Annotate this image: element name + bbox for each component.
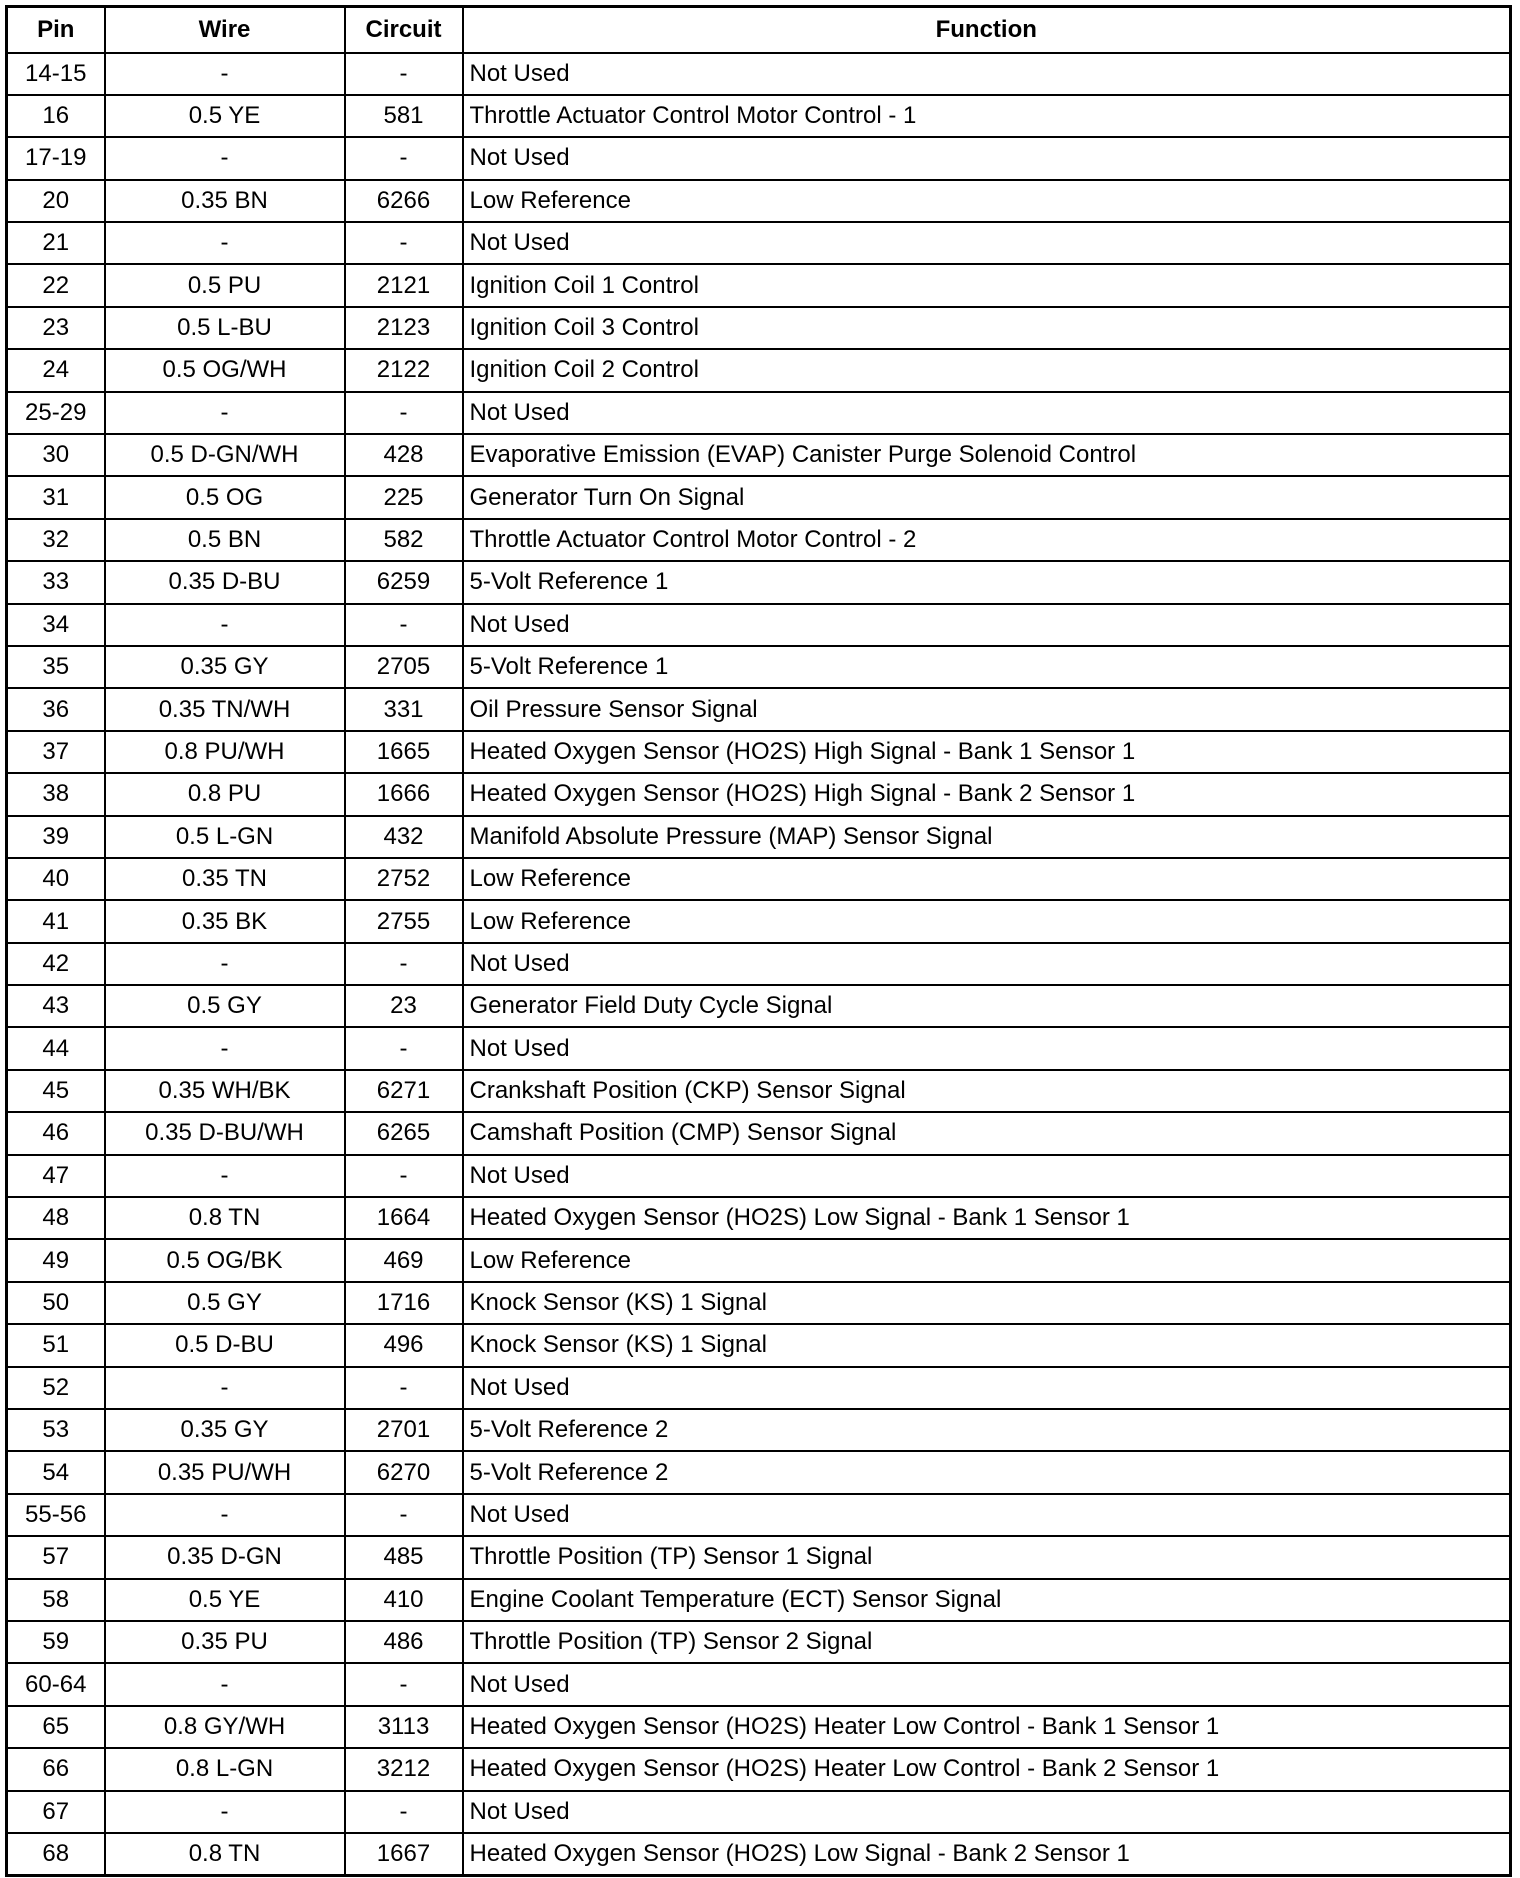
cell-wire: 0.35 PU/WH — [105, 1451, 345, 1493]
cell-pin: 23 — [7, 307, 105, 349]
cell-pin: 67 — [7, 1791, 105, 1833]
cell-wire: 0.35 D-BU — [105, 561, 345, 603]
table-row — [7, 816, 1511, 858]
cell-function: Throttle Position (TP) Sensor 2 Signal — [463, 1621, 1511, 1663]
cell-circuit: 1666 — [345, 773, 463, 815]
cell-function: Heated Oxygen Sensor (HO2S) High Signal - Bank 2 Sensor 1 — [463, 773, 1511, 815]
cell-pin: 31 — [7, 476, 105, 518]
cell-pin: 38 — [7, 773, 105, 815]
cell-circuit: - — [345, 53, 463, 95]
cell-circuit: 496 — [345, 1324, 463, 1366]
cell-pin: 60-64 — [7, 1663, 105, 1705]
table-row — [7, 1367, 1511, 1409]
cell-function: Ignition Coil 3 Control — [463, 307, 1511, 349]
cell-function: Throttle Actuator Control Motor Control - 2 — [463, 519, 1511, 561]
cell-pin: 49 — [7, 1239, 105, 1281]
cell-function: Knock Sensor (KS) 1 Signal — [463, 1282, 1511, 1324]
table-row — [7, 476, 1511, 518]
header-pin: Pin — [7, 7, 105, 53]
cell-wire: - — [105, 137, 345, 179]
table-row — [7, 688, 1511, 730]
table-row — [7, 1833, 1511, 1875]
cell-pin: 32 — [7, 519, 105, 561]
cell-function: Not Used — [463, 943, 1511, 985]
cell-circuit: 410 — [345, 1579, 463, 1621]
cell-wire: 0.35 WH/BK — [105, 1070, 345, 1112]
cell-wire: 0.35 D-GN — [105, 1536, 345, 1578]
table-header — [7, 7, 1511, 53]
cell-pin: 52 — [7, 1367, 105, 1409]
cell-pin: 30 — [7, 434, 105, 476]
cell-pin: 34 — [7, 604, 105, 646]
table-row — [7, 858, 1511, 900]
cell-wire: 0.5 L-BU — [105, 307, 345, 349]
cell-pin: 21 — [7, 222, 105, 264]
cell-function: Not Used — [463, 137, 1511, 179]
table-row — [7, 561, 1511, 603]
cell-circuit: - — [345, 1791, 463, 1833]
table-row — [7, 264, 1511, 306]
cell-function: Evaporative Emission (EVAP) Canister Purge Solenoid Control — [463, 434, 1511, 476]
cell-wire: 0.5 D-GN/WH — [105, 434, 345, 476]
cell-circuit: 2755 — [345, 900, 463, 942]
cell-function: Camshaft Position (CMP) Sensor Signal — [463, 1112, 1511, 1154]
cell-circuit: - — [345, 137, 463, 179]
cell-function: Low Reference — [463, 180, 1511, 222]
cell-function: Not Used — [463, 53, 1511, 95]
cell-function: Manifold Absolute Pressure (MAP) Sensor Signal — [463, 816, 1511, 858]
cell-function: Low Reference — [463, 1239, 1511, 1281]
cell-pin: 22 — [7, 264, 105, 306]
cell-circuit: 331 — [345, 688, 463, 730]
cell-function: 5-Volt Reference 1 — [463, 561, 1511, 603]
cell-wire: - — [105, 1791, 345, 1833]
cell-wire: 0.5 GY — [105, 985, 345, 1027]
table-row — [7, 1494, 1511, 1536]
cell-function: Engine Coolant Temperature (ECT) Sensor Signal — [463, 1579, 1511, 1621]
cell-wire: 0.5 BN — [105, 519, 345, 561]
cell-wire: 0.5 D-BU — [105, 1324, 345, 1366]
table-row — [7, 137, 1511, 179]
cell-wire: 0.5 OG — [105, 476, 345, 518]
table-row — [7, 1027, 1511, 1069]
cell-pin: 35 — [7, 646, 105, 688]
cell-wire: - — [105, 1494, 345, 1536]
cell-circuit: 432 — [345, 816, 463, 858]
cell-wire: 0.35 GY — [105, 1409, 345, 1451]
cell-wire: 0.5 L-GN — [105, 816, 345, 858]
cell-circuit: - — [345, 392, 463, 434]
cell-wire: 0.35 TN/WH — [105, 688, 345, 730]
cell-function: Ignition Coil 2 Control — [463, 349, 1511, 391]
cell-function: Heated Oxygen Sensor (HO2S) Low Signal - Bank 1 Sensor 1 — [463, 1197, 1511, 1239]
table-row — [7, 1112, 1511, 1154]
cell-pin: 37 — [7, 731, 105, 773]
cell-circuit: 6266 — [345, 180, 463, 222]
cell-function: Oil Pressure Sensor Signal — [463, 688, 1511, 730]
table-row — [7, 307, 1511, 349]
cell-function: Not Used — [463, 604, 1511, 646]
table-row — [7, 1409, 1511, 1451]
connector-pinout-table — [5, 5, 1512, 1877]
table-row — [7, 1706, 1511, 1748]
cell-wire: 0.5 OG/WH — [105, 349, 345, 391]
cell-pin: 42 — [7, 943, 105, 985]
cell-wire: - — [105, 604, 345, 646]
cell-function: Not Used — [463, 1367, 1511, 1409]
cell-function: Throttle Actuator Control Motor Control - 1 — [463, 95, 1511, 137]
table-row — [7, 1239, 1511, 1281]
table-row — [7, 1324, 1511, 1366]
cell-function: Not Used — [463, 1494, 1511, 1536]
cell-circuit: 6270 — [345, 1451, 463, 1493]
cell-wire: 0.35 BK — [105, 900, 345, 942]
cell-wire: - — [105, 1663, 345, 1705]
table-row — [7, 900, 1511, 942]
cell-pin: 53 — [7, 1409, 105, 1451]
table-row — [7, 1197, 1511, 1239]
cell-circuit: 2123 — [345, 307, 463, 349]
cell-circuit: - — [345, 1027, 463, 1069]
cell-pin: 59 — [7, 1621, 105, 1663]
table-row — [7, 180, 1511, 222]
cell-wire: - — [105, 1155, 345, 1197]
cell-pin: 41 — [7, 900, 105, 942]
cell-circuit: 581 — [345, 95, 463, 137]
table-row — [7, 222, 1511, 264]
cell-circuit: - — [345, 604, 463, 646]
cell-pin: 48 — [7, 1197, 105, 1239]
cell-wire: 0.8 GY/WH — [105, 1706, 345, 1748]
cell-function: Heated Oxygen Sensor (HO2S) Heater Low Control - Bank 1 Sensor 1 — [463, 1706, 1511, 1748]
cell-wire: 0.35 D-BU/WH — [105, 1112, 345, 1154]
table-row — [7, 519, 1511, 561]
table-row — [7, 604, 1511, 646]
cell-circuit: 6271 — [345, 1070, 463, 1112]
header-function: Function — [463, 7, 1511, 53]
cell-pin: 17-19 — [7, 137, 105, 179]
cell-function: Low Reference — [463, 858, 1511, 900]
cell-wire: 0.35 BN — [105, 180, 345, 222]
cell-pin: 25-29 — [7, 392, 105, 434]
table-row — [7, 985, 1511, 1027]
cell-pin: 51 — [7, 1324, 105, 1366]
cell-function: Not Used — [463, 1027, 1511, 1069]
cell-function: Not Used — [463, 1663, 1511, 1705]
cell-function: Not Used — [463, 1155, 1511, 1197]
cell-pin: 58 — [7, 1579, 105, 1621]
cell-circuit: 2705 — [345, 646, 463, 688]
table-row — [7, 646, 1511, 688]
cell-wire: 0.8 L-GN — [105, 1748, 345, 1790]
cell-function: Generator Turn On Signal — [463, 476, 1511, 518]
cell-pin: 16 — [7, 95, 105, 137]
cell-circuit: 23 — [345, 985, 463, 1027]
cell-circuit: 1667 — [345, 1833, 463, 1875]
header-wire: Wire — [105, 7, 345, 53]
table-row — [7, 349, 1511, 391]
cell-wire: 0.8 TN — [105, 1833, 345, 1875]
cell-function: Not Used — [463, 392, 1511, 434]
cell-pin: 50 — [7, 1282, 105, 1324]
table-row — [7, 731, 1511, 773]
table-row — [7, 1451, 1511, 1493]
cell-circuit: 485 — [345, 1536, 463, 1578]
cell-circuit: - — [345, 1663, 463, 1705]
cell-function: Generator Field Duty Cycle Signal — [463, 985, 1511, 1027]
table-row — [7, 1579, 1511, 1621]
cell-pin: 54 — [7, 1451, 105, 1493]
cell-function: Low Reference — [463, 900, 1511, 942]
cell-circuit: - — [345, 222, 463, 264]
table-row — [7, 1155, 1511, 1197]
cell-wire: 0.8 TN — [105, 1197, 345, 1239]
cell-circuit: 3212 — [345, 1748, 463, 1790]
cell-pin: 47 — [7, 1155, 105, 1197]
cell-function: Heated Oxygen Sensor (HO2S) Heater Low Control - Bank 2 Sensor 1 — [463, 1748, 1511, 1790]
cell-pin: 44 — [7, 1027, 105, 1069]
cell-circuit: - — [345, 943, 463, 985]
cell-circuit: 469 — [345, 1239, 463, 1281]
table-row — [7, 1282, 1511, 1324]
cell-wire: - — [105, 53, 345, 95]
cell-pin: 33 — [7, 561, 105, 603]
cell-wire: 0.35 GY — [105, 646, 345, 688]
cell-pin: 55-56 — [7, 1494, 105, 1536]
cell-function: Throttle Position (TP) Sensor 1 Signal — [463, 1536, 1511, 1578]
cell-wire: 0.5 YE — [105, 1579, 345, 1621]
cell-pin: 66 — [7, 1748, 105, 1790]
cell-wire: 0.8 PU/WH — [105, 731, 345, 773]
table-row — [7, 434, 1511, 476]
cell-wire: 0.35 TN — [105, 858, 345, 900]
cell-circuit: - — [345, 1155, 463, 1197]
cell-pin: 40 — [7, 858, 105, 900]
cell-pin: 36 — [7, 688, 105, 730]
cell-wire: 0.5 YE — [105, 95, 345, 137]
cell-function: 5-Volt Reference 2 — [463, 1409, 1511, 1451]
cell-pin: 57 — [7, 1536, 105, 1578]
table-row — [7, 943, 1511, 985]
cell-function: Crankshaft Position (CKP) Sensor Signal — [463, 1070, 1511, 1112]
cell-pin: 45 — [7, 1070, 105, 1112]
cell-function: 5-Volt Reference 1 — [463, 646, 1511, 688]
cell-circuit: 1665 — [345, 731, 463, 773]
table-row — [7, 392, 1511, 434]
cell-pin: 65 — [7, 1706, 105, 1748]
cell-function: 5-Volt Reference 2 — [463, 1451, 1511, 1493]
cell-circuit: 582 — [345, 519, 463, 561]
cell-circuit: 486 — [345, 1621, 463, 1663]
table-row — [7, 1070, 1511, 1112]
cell-circuit: - — [345, 1494, 463, 1536]
cell-wire: - — [105, 222, 345, 264]
cell-circuit: 225 — [345, 476, 463, 518]
table-row — [7, 1536, 1511, 1578]
cell-function: Heated Oxygen Sensor (HO2S) High Signal - Bank 1 Sensor 1 — [463, 731, 1511, 773]
cell-function: Ignition Coil 1 Control — [463, 264, 1511, 306]
table-row — [7, 1748, 1511, 1790]
table-row — [7, 1791, 1511, 1833]
table-row — [7, 1621, 1511, 1663]
cell-circuit: 6265 — [345, 1112, 463, 1154]
cell-wire: 0.5 GY — [105, 1282, 345, 1324]
cell-function: Knock Sensor (KS) 1 Signal — [463, 1324, 1511, 1366]
cell-pin: 68 — [7, 1833, 105, 1875]
cell-wire: - — [105, 392, 345, 434]
header-row — [7, 7, 1511, 53]
cell-wire: 0.8 PU — [105, 773, 345, 815]
cell-function: Not Used — [463, 222, 1511, 264]
table-row — [7, 1663, 1511, 1705]
cell-pin: 43 — [7, 985, 105, 1027]
cell-circuit: 2122 — [345, 349, 463, 391]
cell-circuit: 428 — [345, 434, 463, 476]
header-circuit: Circuit — [345, 7, 463, 53]
cell-pin: 39 — [7, 816, 105, 858]
table-row — [7, 773, 1511, 815]
table-row — [7, 95, 1511, 137]
cell-circuit: 2121 — [345, 264, 463, 306]
cell-pin: 20 — [7, 180, 105, 222]
cell-function: Heated Oxygen Sensor (HO2S) Low Signal - Bank 2 Sensor 1 — [463, 1833, 1511, 1875]
cell-circuit: 6259 — [345, 561, 463, 603]
cell-wire: - — [105, 1367, 345, 1409]
cell-circuit: 3113 — [345, 1706, 463, 1748]
cell-circuit: 2701 — [345, 1409, 463, 1451]
cell-wire: 0.35 PU — [105, 1621, 345, 1663]
cell-circuit: - — [345, 1367, 463, 1409]
cell-circuit: 1716 — [345, 1282, 463, 1324]
cell-pin: 24 — [7, 349, 105, 391]
cell-wire: - — [105, 943, 345, 985]
cell-pin: 46 — [7, 1112, 105, 1154]
cell-circuit: 2752 — [345, 858, 463, 900]
table-body — [7, 53, 1511, 1876]
table-row — [7, 53, 1511, 95]
cell-pin: 14-15 — [7, 53, 105, 95]
cell-wire: 0.5 OG/BK — [105, 1239, 345, 1281]
cell-function: Not Used — [463, 1791, 1511, 1833]
cell-wire: - — [105, 1027, 345, 1069]
cell-circuit: 1664 — [345, 1197, 463, 1239]
cell-wire: 0.5 PU — [105, 264, 345, 306]
